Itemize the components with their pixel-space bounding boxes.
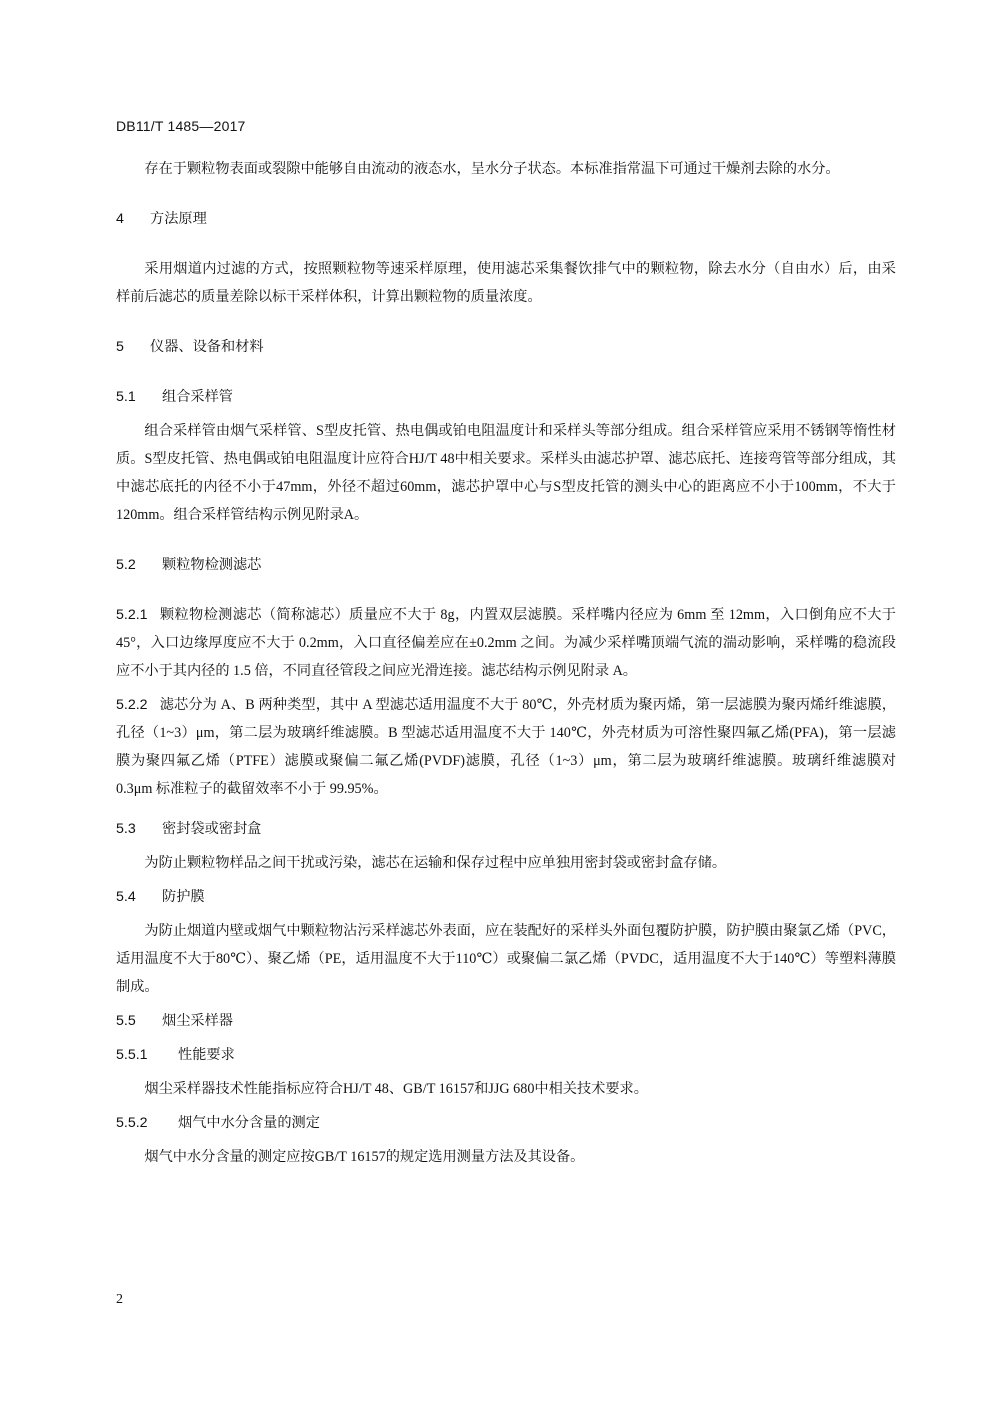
section-5-title: 仪器、设备和材料 (150, 339, 264, 355)
section-5-2-number: 5.2 (116, 557, 136, 573)
page-number: 2 (116, 1292, 123, 1307)
section-5-number: 5 (116, 339, 124, 355)
document-code-header: DB11/T 1485—2017 (116, 118, 246, 134)
intro-paragraph: 存在于颗粒物表面或裂隙中能够自由流动的液态水，呈水分子状态。本标准指常温下可通过干燥剂去除的水分。 (144, 161, 840, 177)
section-4-number: 4 (116, 211, 124, 227)
section-5-2-title: 颗粒物检测滤芯 (162, 557, 262, 573)
section-5-5-number: 5.5 (116, 1013, 136, 1029)
section-5-2-heading (116, 551, 896, 579)
section-5-4-number: 5.4 (116, 889, 136, 905)
section-5-4-body: 为防止烟道内壁或烟气中颗粒物沾污采样滤芯外表面，应在装配好的采样头外面包覆防护膜，防护膜由聚氯乙烯（PVC，适用温度不大于80℃）、聚乙烯（PE，适用温度不大于110℃）或聚偏二氯乙烯（PVDC，适用温度不大于140℃）等塑料薄膜制成。 (116, 923, 896, 995)
section-5-2-2-body: 滤芯分为 A、B 两种类型，其中 A 型滤芯适用温度不大于 80℃，外壳材质为聚丙烯，第一层滤膜为聚丙烯纤维滤膜，孔径（1~3）μm，第二层为玻璃纤维滤膜。B 型滤芯适用温度不大于 140℃，外壳材质为可溶性聚四氟乙烯(PFA)，第一层滤膜为聚四氟乙烯（PTFE）滤膜或聚偏二氟乙烯(PVDF)滤膜，孔径（1~3）μm，第二层为玻璃纤维滤膜。玻璃纤维滤膜对 0.3μm 标准粒子的截留效率不小于 99.95%。 (116, 697, 896, 797)
section-5-2-2-paragraph (116, 691, 896, 803)
section-5-3-number: 5.3 (116, 821, 136, 837)
section-5-4-title: 防护膜 (162, 889, 205, 905)
section-5-heading (116, 333, 896, 361)
section-5-2-1-paragraph (116, 601, 896, 685)
section-5-5-1-title: 性能要求 (178, 1047, 235, 1063)
section-5-3-body: 为防止颗粒物样品之间干扰或污染，滤芯在运输和保存过程中应单独用密封袋或密封盒存储。 (144, 855, 727, 871)
section-5-5-2-title: 烟气中水分含量的测定 (178, 1115, 320, 1131)
section-5-3-heading (116, 815, 896, 843)
section-5-3-title: 密封袋或密封盒 (162, 821, 262, 837)
section-5-4-heading (116, 883, 896, 911)
section-5-2-2-number: 5.2.2 (116, 697, 148, 713)
section-5-5-heading (116, 1007, 896, 1035)
section-5-5-2-heading (116, 1109, 896, 1137)
section-5-2-1-body: 颗粒物检测滤芯（简称滤芯）质量应不大于 8g，内置双层滤膜。采样嘴内径应为 6mm 至 12mm，入口倒角应不大于 45°，入口边缘厚度应不大于 0.2mm，入口直径偏差应在±0.2mm 之间。为减少采样嘴顶端气流的湍动影响，采样嘴的稳流段应不小于其内径的 1.5 倍，不同直径管段之间应光滑连接。滤芯结构示例见附录 A。 (116, 607, 896, 679)
section-5-1-title: 组合采样管 (162, 389, 233, 405)
section-5-5-2-number: 5.5.2 (116, 1115, 148, 1131)
section-5-5-1-body: 烟尘采样器技术性能指标应符合HJ/T 48、GB/T 16157和JJG 680中相关技术要求。 (144, 1081, 648, 1097)
section-4-body: 采用烟道内过滤的方式，按照颗粒物等速采样原理，使用滤芯采集餐饮排气中的颗粒物，除去水分（自由水）后，由采样前后滤芯的质量差除以标干采样体积，计算出颗粒物的质量浓度。 (116, 261, 896, 305)
document-body (116, 155, 896, 1171)
section-5-5-2-body: 烟气中水分含量的测定应按GB/T 16157的规定选用测量方法及其设备。 (144, 1149, 585, 1165)
section-5-5-title: 烟尘采样器 (162, 1013, 233, 1029)
section-4-heading (116, 205, 896, 233)
section-5-2-1-number: 5.2.1 (116, 607, 148, 623)
section-5-5-1-heading (116, 1041, 896, 1069)
section-5-1-body: 组合采样管由烟气采样管、S型皮托管、热电偶或铂电阻温度计和采样头等部分组成。组合采样管应采用不锈钢等惰性材质。S型皮托管、热电偶或铂电阻温度计应符合HJ/T 48中相关要求。采样头由滤芯护罩、滤芯底托、连接弯管等部分组成，其中滤芯底托的内径不小于47mm，外径不超过60mm，滤芯护罩中心与S型皮托管的测头中心的距离应不小于100mm，不大于120mm。组合采样管结构示例见附录A。 (116, 423, 896, 523)
section-5-5-1-number: 5.5.1 (116, 1047, 148, 1063)
section-4-title: 方法原理 (150, 211, 207, 227)
section-5-1-number: 5.1 (116, 389, 136, 405)
section-5-1-heading (116, 383, 896, 411)
